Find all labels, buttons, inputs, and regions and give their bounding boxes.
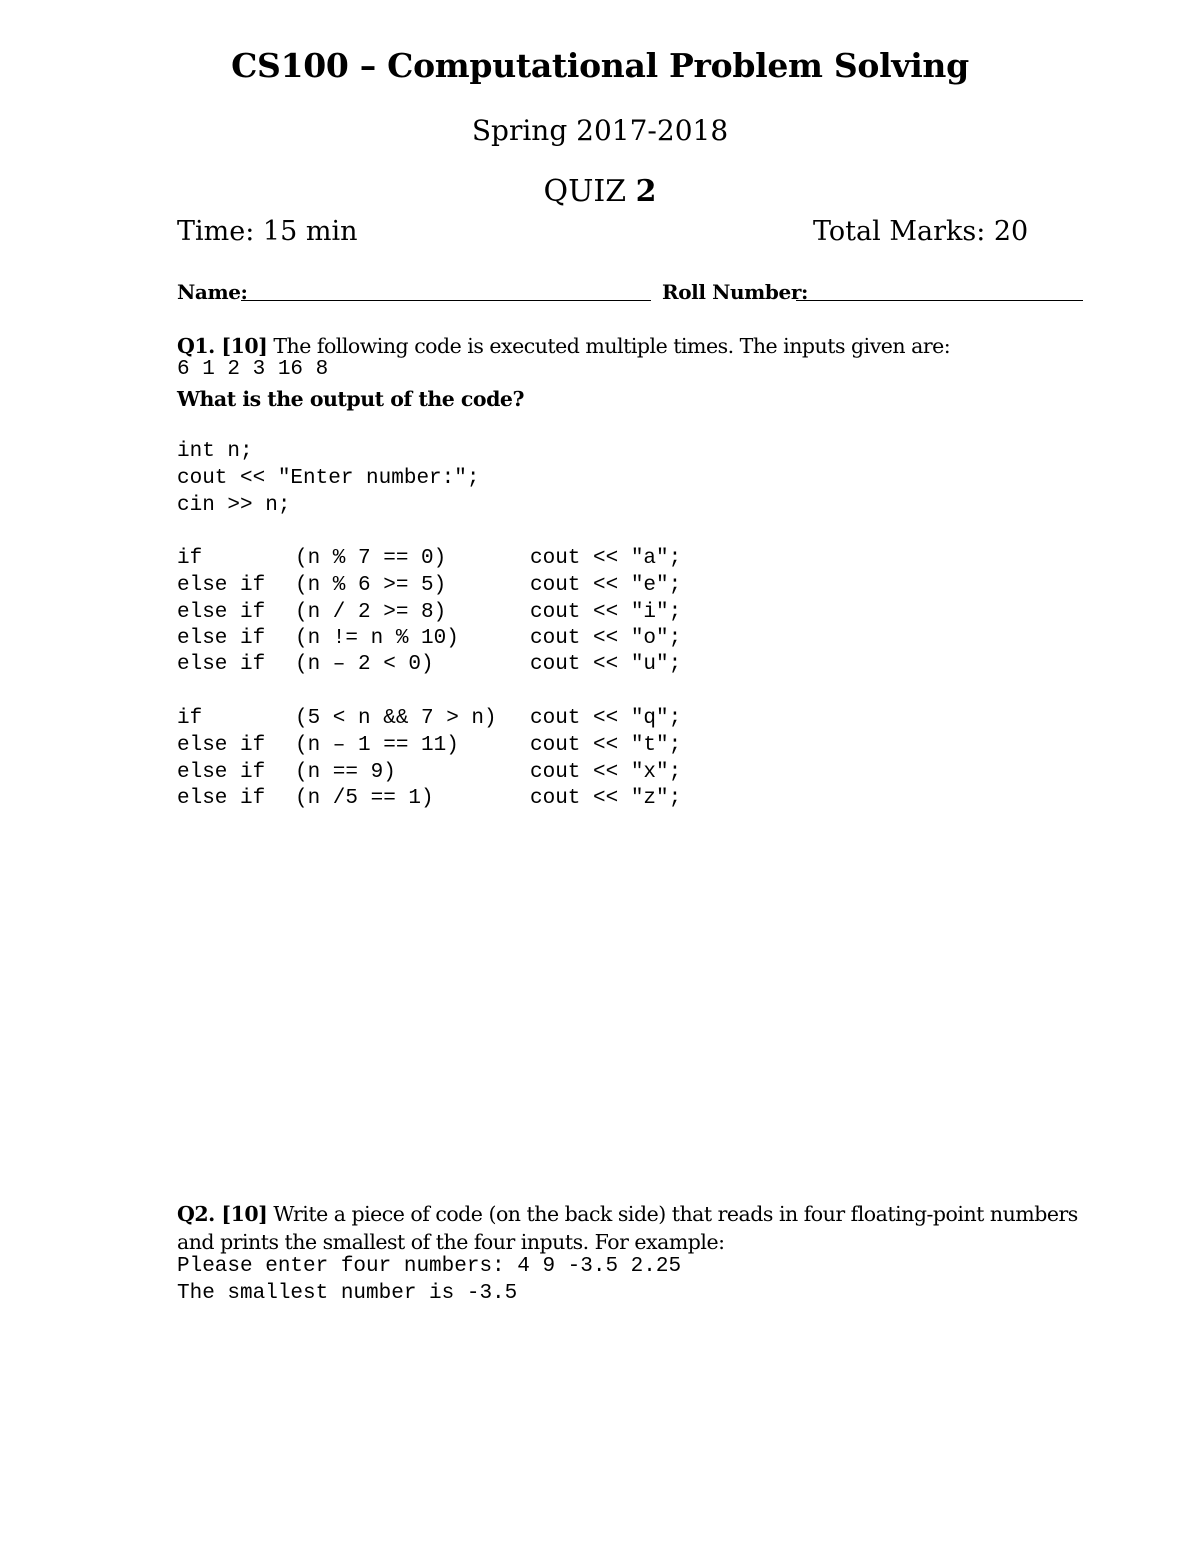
q1-inputs: 6 1 2 3 16 8: [177, 358, 329, 381]
code-keyword: else if: [177, 734, 266, 757]
quiz-number: 2: [635, 174, 657, 209]
code-keyword: else if: [177, 574, 266, 597]
code-statement: cout << "t";: [530, 734, 682, 757]
time-limit: Time: 15 min: [177, 216, 358, 247]
total-marks: Total Marks: 20: [813, 216, 1029, 247]
q1-prompt: [177, 334, 950, 358]
code-condition: (n – 1 == 11): [295, 734, 459, 757]
q2-number: Q2. [10]: [177, 1202, 268, 1226]
code-condition: (n / 2 >= 8): [295, 601, 447, 624]
code-condition: (5 < n && 7 > n): [295, 707, 497, 730]
q1-question: [177, 387, 524, 411]
code-keyword: else if: [177, 627, 266, 650]
code-statement: cout << "a";: [530, 547, 682, 570]
code-keyword: if: [177, 707, 203, 730]
name-blank[interactable]: [241, 300, 651, 301]
code-condition: (n – 2 < 0): [295, 653, 434, 676]
code-statement: cout << "q";: [530, 707, 682, 730]
code-statement: cout << "i";: [530, 601, 682, 624]
code-statement: cout << "z";: [530, 787, 682, 810]
code-keyword: else if: [177, 653, 266, 676]
code-line: cout << "Enter number:";: [177, 467, 480, 490]
code-condition: (n == 9): [295, 761, 396, 784]
code-condition: (n /5 == 1): [295, 787, 434, 810]
code-statement: cout << "o";: [530, 627, 682, 650]
code-line: cin >> n;: [177, 494, 291, 517]
q2-prompt-text: Write a piece of code (on the back side) that reads in four floating-point numbers: [267, 1202, 1078, 1226]
q2-example-line-2: The smallest number is -3.5: [177, 1282, 518, 1305]
name-label: Name:: [177, 280, 248, 304]
q1-prompt-text: The following code is executed multiple times. The inputs given are:: [267, 334, 951, 358]
code-keyword: else if: [177, 787, 266, 810]
code-statement: cout << "x";: [530, 761, 682, 784]
course-title: CS100 – Computational Problem Solving: [231, 46, 969, 85]
quiz-label: QUIZ: [543, 174, 636, 209]
roll-number-blank[interactable]: [796, 300, 1083, 301]
code-keyword: if: [177, 547, 203, 570]
q1-number: Q1. [10]: [177, 334, 268, 358]
code-condition: (n % 7 == 0): [295, 547, 447, 570]
roll-number-label: Roll Number:: [662, 280, 808, 304]
q2-example-line-1: Please enter four numbers: 4 9 -3.5 2.25: [177, 1255, 682, 1278]
code-line: int n;: [177, 440, 253, 463]
term: Spring 2017-2018: [471, 114, 729, 147]
q2-prompt-line-1: [177, 1202, 1078, 1226]
code-statement: cout << "e";: [530, 574, 682, 597]
quiz-heading: [0, 174, 1200, 209]
q1-question-text: What is the output of the code?: [177, 387, 524, 411]
q2-prompt-line-2: and prints the smallest of the four inputs. For example:: [177, 1230, 725, 1254]
code-keyword: else if: [177, 601, 266, 624]
code-condition: (n % 6 >= 5): [295, 574, 447, 597]
code-statement: cout << "u";: [530, 653, 682, 676]
code-keyword: else if: [177, 761, 266, 784]
code-condition: (n != n % 10): [295, 627, 459, 650]
